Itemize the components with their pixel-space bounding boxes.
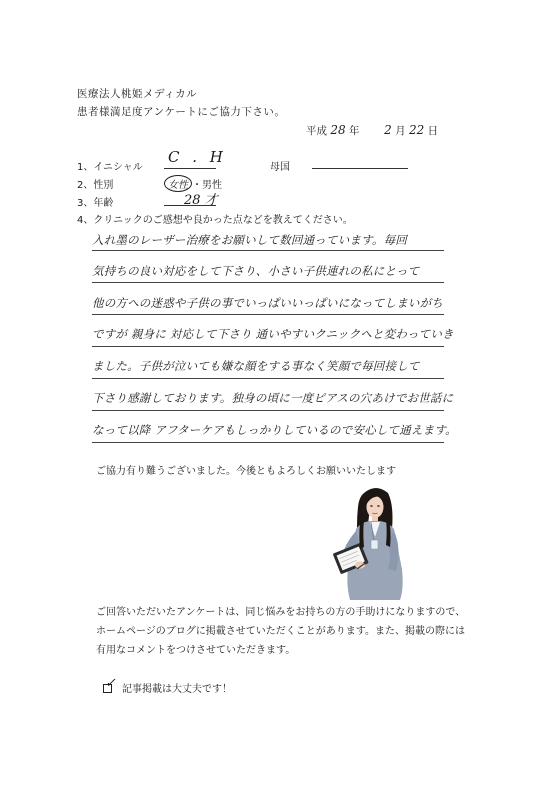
consent-label: 記事掲載は大丈夫です！ <box>122 684 232 695</box>
date-month-unit: 月 <box>395 125 406 137</box>
question-comments-label: 4、クリニックのご感想や良かった点などを教えてください。 <box>77 215 353 226</box>
gender-female-circled: 女性 <box>164 175 192 192</box>
ruled-line <box>92 282 444 283</box>
consent-checkbox[interactable] <box>103 676 116 693</box>
answer-line: 下さり感謝しております。独身の頃に一度ピアスの穴あけでお世話に <box>92 391 454 405</box>
age-answer: 28 才 <box>184 193 218 208</box>
publication-notice: ご回答いただいたアンケートは、同じ悩みをお持ちの方の手助けになりますので、ホームページのブログに掲載させていただくことがあります。また、掲載の際には有用なコメントをつけさせていただきます。 <box>96 607 466 656</box>
survey-date <box>306 123 438 138</box>
answer-line: 他の方への迷惑や子供の事でいっぱいいっぱいになってしまいがち <box>92 296 443 310</box>
question-initials-label: 1、イニシャル <box>77 162 143 173</box>
answer-line: ですが 親身に 対応して下さり 通いやすいクニックへと変わっていき <box>92 327 454 341</box>
date-era: 平成 <box>306 125 327 137</box>
consent-row[interactable] <box>103 676 232 695</box>
age-underline <box>164 205 216 206</box>
ruled-line <box>92 250 444 251</box>
survey-title: 患者様満足度アンケートにご協力下さい。 <box>77 106 286 118</box>
date-year-unit: 年 <box>348 125 360 137</box>
date-day: 22 <box>408 123 425 137</box>
initials-answer: C . H <box>168 148 227 166</box>
answer-line: ました。子供が泣いても嫌な顔をする事なく笑顔で毎回接して <box>92 359 420 373</box>
ruled-line <box>92 346 444 347</box>
clinic-name: 医療法人桃姫メディカル <box>77 88 198 100</box>
question-gender-label: 2、性別 <box>77 180 114 191</box>
hospital-underline <box>312 168 408 169</box>
question-age-label: 3、年齢 <box>77 198 114 209</box>
initials-underline <box>164 168 216 169</box>
staff-illustration <box>330 485 420 600</box>
answer-line: なって以降 アフターケアもしっかりしているので安心して通えます。 <box>92 423 457 437</box>
thanks-message: ご協力有り難うございました。今後ともよろしくお願いいたします <box>96 466 396 477</box>
date-month: 2 <box>384 123 392 137</box>
hospital-label: 母国 <box>270 162 290 173</box>
answer-line: 入れ墨のレーザー治療をお願いして数回通っています。毎回 <box>92 233 407 247</box>
gender-male-option: ・男性 <box>192 180 222 191</box>
date-year: 28 <box>330 123 346 137</box>
ruled-line <box>92 378 444 379</box>
ruled-line <box>92 442 444 443</box>
answer-line: 気持ちの良い対応をして下さり、小さい子供連れの私にとって <box>92 264 420 278</box>
checkmark-icon: ✓ <box>105 676 116 691</box>
ruled-line <box>92 410 444 411</box>
ruled-line <box>92 314 444 315</box>
date-day-unit: 日 <box>427 125 439 137</box>
